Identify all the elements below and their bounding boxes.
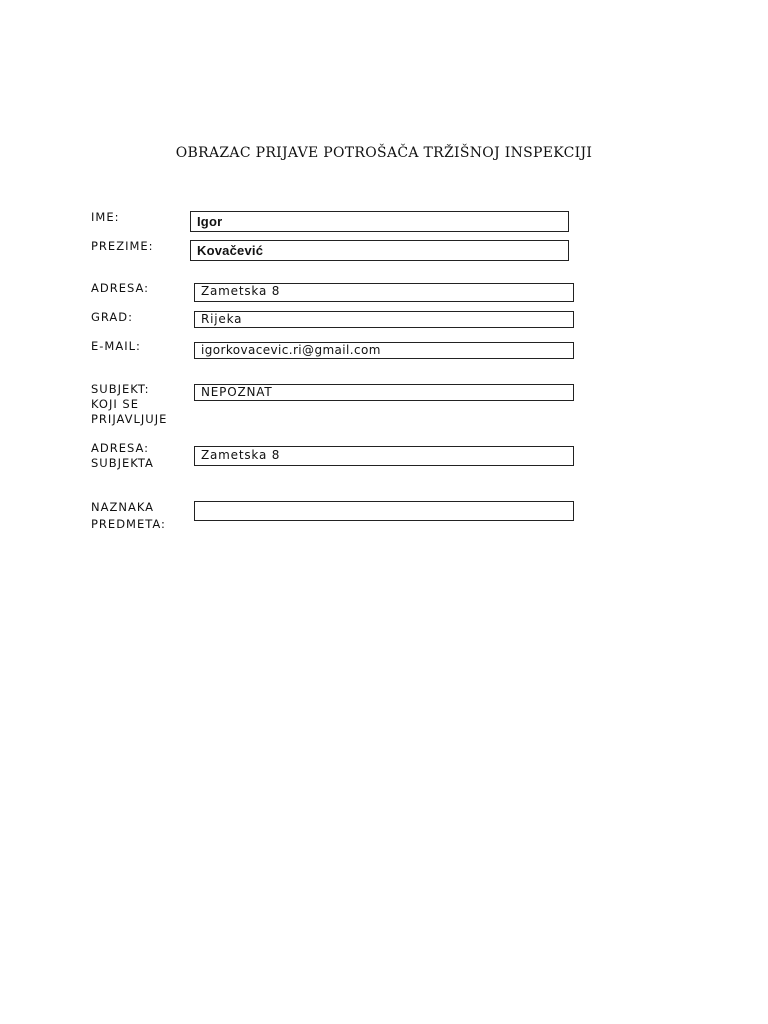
prezime-field[interactable]: Kovačević [190, 240, 569, 261]
subjekt-field[interactable]: NEPOZNAT [194, 384, 574, 401]
adresa-label: ADRESA: [91, 281, 150, 295]
naznaka-predmeta-field[interactable] [194, 501, 574, 521]
subjekt-label-line-2: KOJI SE [91, 397, 139, 411]
subjekt-label-line-3: PRIJAVLJUJE [91, 412, 168, 426]
email-field[interactable]: igorkovacevic.ri@gmail.com [194, 342, 574, 359]
naznaka-predmeta-label-line-1: NAZNAKA [91, 500, 155, 514]
ime-label: IME: [91, 210, 120, 224]
adresa-subjekta-label-line-1: ADRESA: [91, 441, 150, 455]
naznaka-predmeta-label-line-2: PREDMETA: [91, 517, 166, 531]
adresa-subjekta-label-line-2: SUBJEKTA [91, 456, 154, 470]
email-label: E-MAIL: [91, 339, 141, 353]
ime-field[interactable]: Igor [190, 211, 569, 232]
subjekt-label-line-1: SUBJEKT: [91, 382, 150, 396]
grad-field[interactable]: Rijeka [194, 311, 574, 328]
adresa-field[interactable]: Zametska 8 [194, 283, 574, 302]
prezime-label: PREZIME: [91, 239, 154, 253]
form-title: OBRAZAC PRIJAVE POTROŠAČA TRŽIŠNOJ INSPEKCIJI [175, 145, 593, 161]
grad-label: GRAD: [91, 310, 134, 324]
adresa-subjekta-field[interactable]: Zametska 8 [194, 446, 574, 466]
